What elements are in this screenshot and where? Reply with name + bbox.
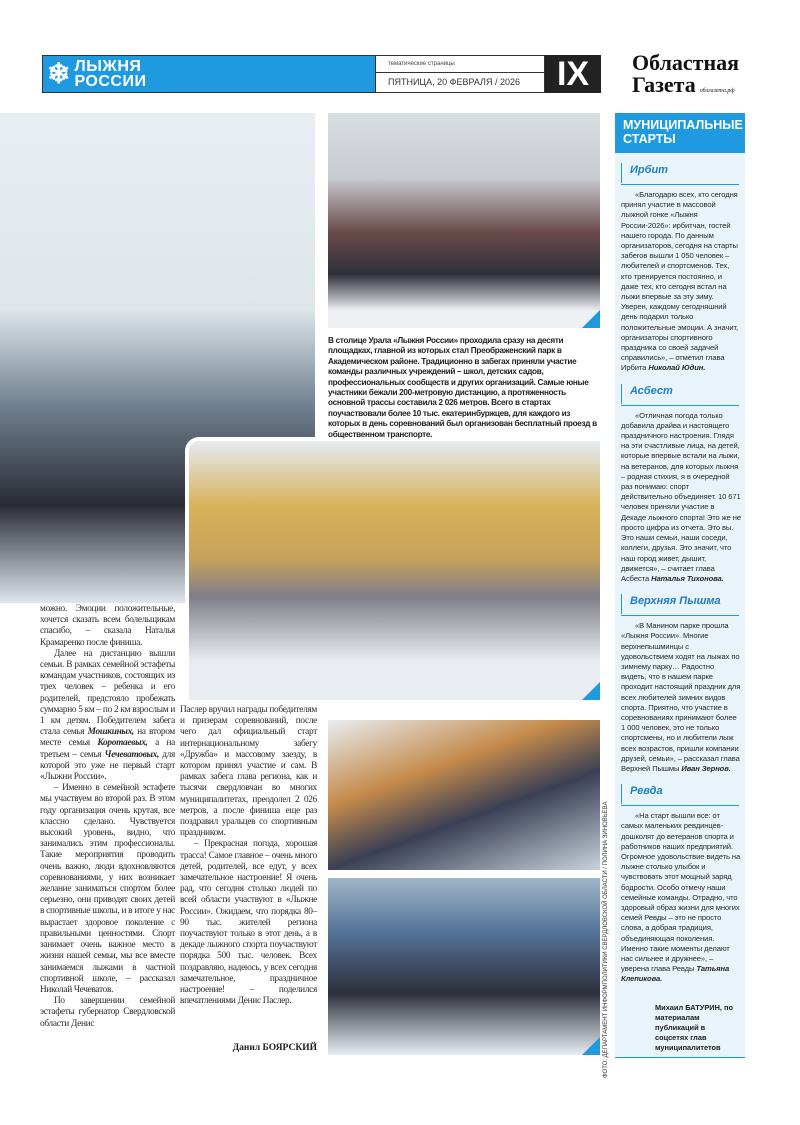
issue-date: ПЯТНИЦА, 20 ФЕВРАЛЯ / 2026 — [388, 77, 520, 87]
section-label: тематические страницы — [376, 56, 544, 73]
article-column-1: можно. Эмоции положительные, хочется сказать всем болельщикам спасибо, – сказала Наталья Крамаренко после финиша. Далее на дистанцию вышли семьи. В рамках семейной эстафеты командам участников, состоящих из трех человек – ребенка и его родителей, предстояло пробежать суммарно 5 км – по 2 км взрослым и 1 км детям. Победителем забега стала семья Мошкиных, на втором месте семья Коротаевых, а на третьем – семья Чечеватовых, для которой это уже не первый старт «Лыжни России». – Именно в семейной эстафете мы участвуем во второй раз. В этом году организация очень крутая, все классно сделано. Чувствуется высокий уровень, видно, что занимались этим профессионалы. Такие мероприятия проводить очень важно, люди вдохновляются соревнованиями, у них возникает желание заниматься спортом более серьезно, они приводят своих детей в спортивные школы, и в итоге у нас вырастает здоровое поколение с правильными ценностями. Спорт занимает очень важное место в жизни нашей семьи, мы все вместе занимаемся лыжами в частной спортивной школе, – рассказал Николай Чечеватов. По завершении семейной эстафеты губернатор Свердловской области Денис — [40, 604, 176, 1029]
section-banner — [42, 55, 376, 93]
section-irbit: Ирбит «Благодарю всех, кто сегодня принял участие в массовой лыжной гонке «Лыжня России-2026»: ирбитчан, гостей нашего города. По данным организаторов, сегодня на старты забегов вышли 1 050 человек – любителей и спортсменов. Тех, кто тренируется постоянно, и даже тех, кто сегодня встал на лыжи впервые за эту зиму. Уверен, каждому сегодняшний день подарил только положительные эмоции. А значит, организаторы спортивного праздника со своей задачей справились», – отметил глава Ирбита Николай Юдин. — [615, 163, 745, 374]
corner-accent — [582, 1037, 600, 1055]
sidebar-municipal-starts — [615, 113, 745, 1058]
logo-line-2: РОССИИ — [74, 73, 147, 90]
page-number: IX — [545, 55, 601, 93]
corner-accent — [582, 310, 600, 328]
photo-flag-waving — [328, 720, 600, 870]
section-verkhnyaya-pyshma: Верхняя Пышма «В Манином парке прошла «Лыжня России». Многие верхнепышминцы с удовольствием ходят на лыжах по зимнему парку… Радостно видеть, что в нашем парке проходит настоящий праздник для всех любителей зимних видов спорта. Приятно, что участие в соревнованиях принимают более 1 000 человек, это не только спортсмены, но и любители лыж всех возрастов, пришли компании друзей, семьи», – рассказал глава Верхней Пышмы Иван Зернов. — [615, 594, 745, 774]
lyzhnya-rossii-logo — [43, 56, 146, 92]
photo-credit: ФОТО: ДЕПАРТАМЕНТ ИНФОРМПОЛИТИКИ СВЕРДЛОВСКОЙ ОБЛАСТИ / ПОЛИНА ЗИНОВЬЕВА — [603, 801, 609, 1078]
article-author: Данил БОЯРСКИЙ — [232, 1043, 317, 1053]
divider — [615, 1057, 745, 1058]
section-heading: Ревда — [621, 784, 745, 804]
article-column-2: Паслер вручил награды победителям и призерам соревнований, после чего дал официальный старт интернациональному забегу «Дружба» и массовому заезду, в котором принял участие и сам. В рамках забега глава региона, как и тысячи свердловчан во многих муниципалитетах, преодолел 2 026 метров, а после финиша еще раз поздравил уральцев со спортивным праздником. – Прекрасная погода, хорошая трасса! Самое главное – очень много детей, родителей, все едут, у всех замечательное настроение! Я очень рад, что сегодня столько людей по всей области участвуют в «Лыжне России». Ожидаем, что порядка 80–90 тыс. жителей региона поучаствуют только в этот день, а в декаде лыжного спорта поучаствуют порядка 500 тыс. человек. Всех поздравляю, надеюсь, у всех сегодня замечательное, праздничное настроение! – поделился впечатлениями Денис Паслер. — [180, 705, 317, 1007]
site-url: облгазета.рф — [699, 88, 735, 94]
section-heading: Ирбит — [621, 163, 745, 183]
logo-line-1: ЛЫЖНЯ — [74, 58, 142, 75]
section-asbest: Асбест «Отличная погода только добавила драйва и настоящего праздничного настроения. Глядя на эти счастливые лица, на детей, которые впервые встали на лыжи, на ветеранов, для которых лыжня – родная стихия, я в очередной раз понимаю: спорт действительно объединяет. 10 671 человек приняли участие в Декаде лыжного спорта! Это же не просто цифра из отчета. Это вы. Это наши семьи, наши соседи, коллеги, друзья. Это значит, что наш город живет, дышит, движется», – считает глава Асбеста Наталья Тихонова. — [615, 384, 745, 584]
sidebar-signature: Михаил БАТУРИН, по материалам публикаций в соцсетях глав муниципалитетов — [655, 1002, 733, 1052]
corner-accent — [582, 682, 600, 700]
snowflake-icon: ❄ — [47, 58, 71, 89]
section-heading: Верхняя Пышма — [621, 594, 745, 614]
sidebar-title: МУНИЦИПАЛЬНЫЕ СТАРТЫ — [615, 113, 745, 153]
section-revda: Ревда «На старт вышли все: от самых маленьких ревдинцев-дошколят до ветеранов спорта и работников наших предприятий. Огромное удовольствие видеть на лыжне столько улыбок и чувствовать этот мощный заряд бодрости. Особо отмечу наши семейные команды. Отрадно, что здоровый образ жизни для многих семей Ревды – это не просто слова, а добрая традиция, объединяющая поколения. Именно такие моменты делают нас сильнее и дружнее», – уверена глава Ревды Татьяна Клепикова. — [615, 784, 745, 984]
photo-crowd-park — [328, 113, 600, 328]
section-heading: Асбест — [621, 384, 745, 404]
photo-children-skiing — [185, 437, 600, 700]
photo-governor-skiing — [328, 878, 600, 1055]
header-info — [376, 55, 545, 93]
photo-caption: В столице Урала «Лыжня России» проходила сразу на десяти площадках, главной из которых стал Преображенский парк в Академическом районе. Традиционно в забегах приняли участие команды различных учреждений – школ, детских садов, профессиональных сообществ и других организаций. Самые юные участники бежали 200-метровую дистанцию, а протяженность основной трассы составила 2 026 метров. Всего в стартах поучаствовали более 10 тыс. екатеринбуржцев, для каждого из которых в день соревнований был организован бесплатный проезд в общественном транспорте. — [328, 336, 597, 439]
newspaper-masthead: Областная Газета облгазета.рф — [632, 50, 740, 97]
